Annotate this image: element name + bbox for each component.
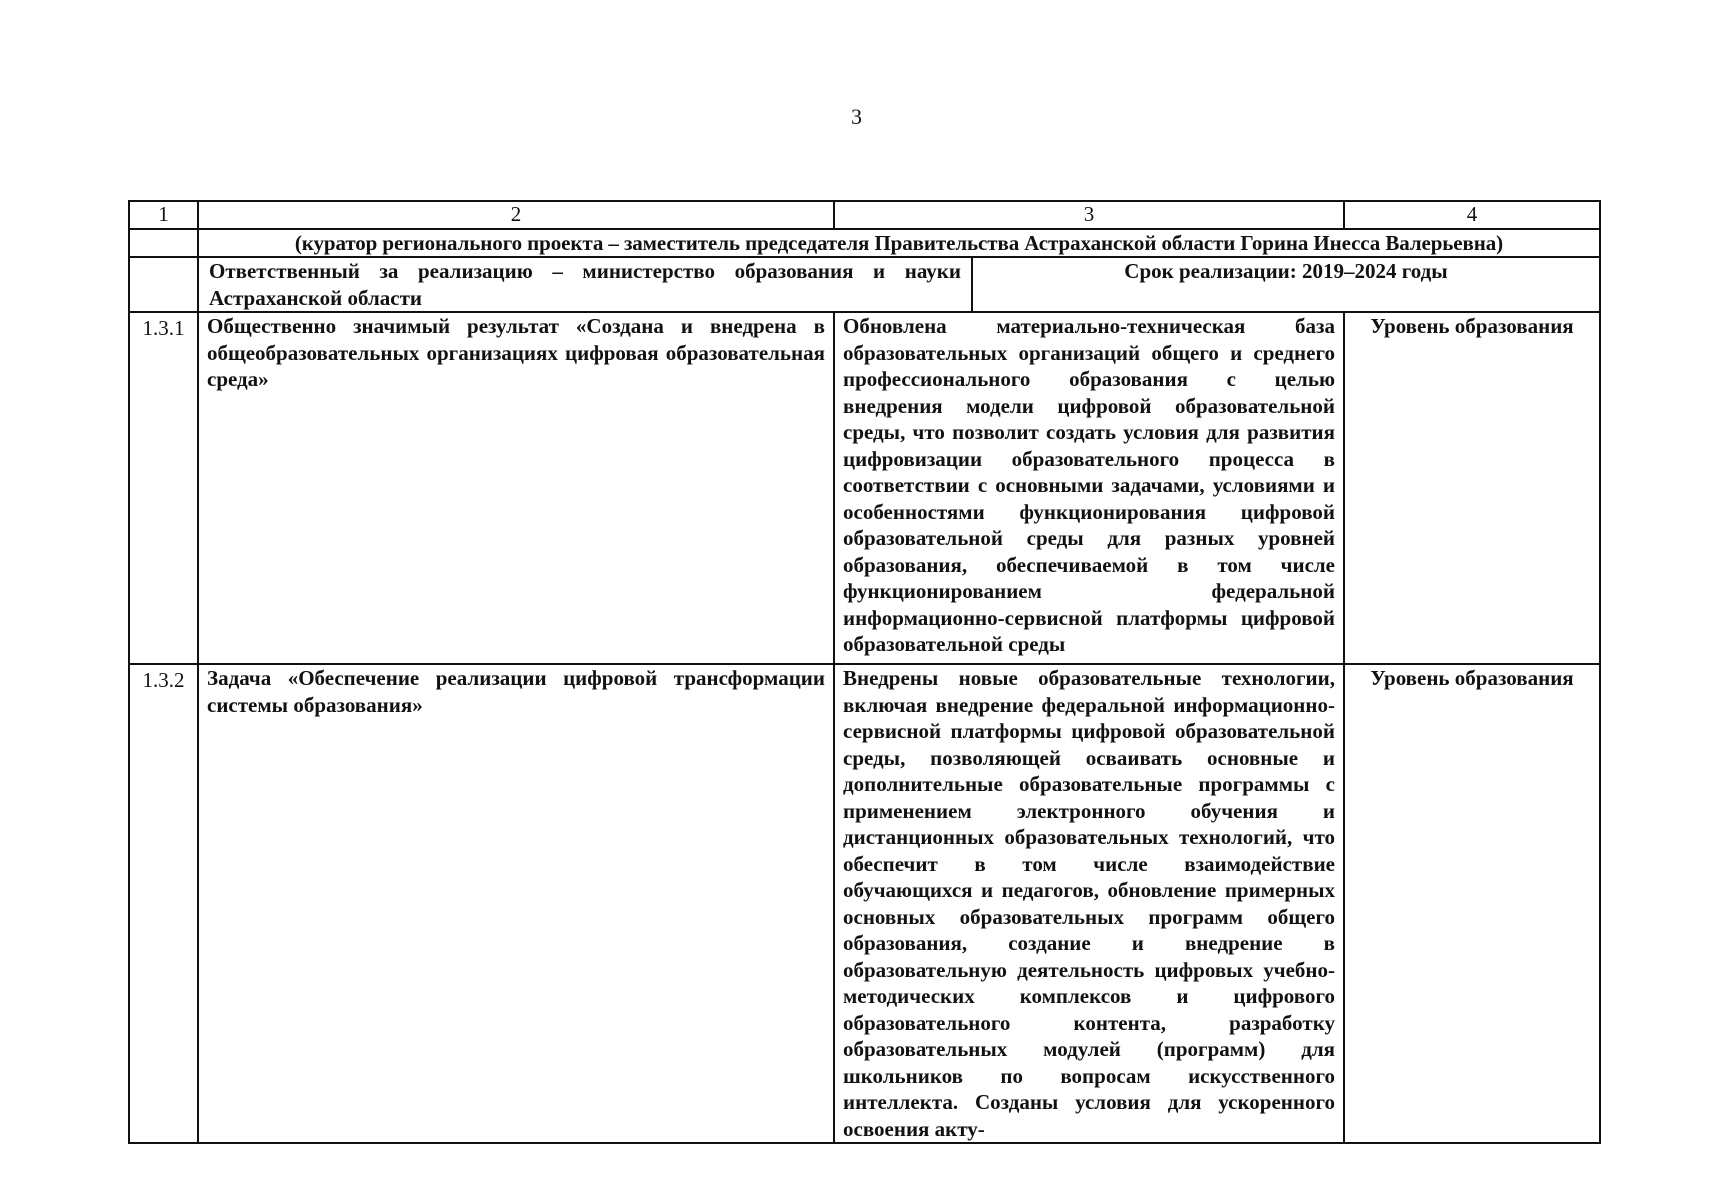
project-table (128, 200, 1601, 1144)
header-col-2: 2 (198, 201, 834, 229)
curator-row-empty-cell (129, 229, 198, 257)
row-task: Общественно значимый результат «Создана и внедрена в общеобразовательных организациях цифровая образовательная среда» (198, 312, 834, 664)
responsible-inner (199, 258, 1599, 311)
responsible-row (129, 257, 1600, 312)
table-row (129, 312, 1600, 664)
implementation-term: Срок реализации: 2019–2024 годы (1124, 259, 1448, 283)
page-number: 3 (851, 104, 862, 129)
row-task: Задача «Обеспечение реализации цифровой трансформации системы образования» (198, 664, 834, 1143)
header-row (129, 201, 1600, 229)
row-level: Уровень образования (1344, 664, 1600, 1143)
table-row (129, 664, 1600, 1143)
row-number: 1.3.1 (129, 312, 198, 664)
curator-row (129, 229, 1600, 257)
row-level: Уровень образования (1344, 312, 1600, 664)
responsible-row-empty-cell (129, 257, 198, 312)
row-number: 1.3.2 (129, 664, 198, 1143)
row-description: Внедрены новые образовательные технологии, включая внедрение федеральной информационно-сервисной платформы цифровой образовательной среды, позволяющей осваивать основные и дополнительные образовательные программы с применением электронного обучения и дистанционных образовательных технологий, что обеспечит в том числе взаимодействие обучающихся и педагогов, обновление примерных основных образовательных программ общего образования, создание и внедрение в образовательную деятельность цифровых учебно-методических комплексов и цифрового образовательного контента, разработку образовательных модулей (программ) для школьников по вопросам искусственного интеллекта. Созданы условия для ускоренного освоения акту- (834, 664, 1344, 1143)
row-description: Обновлена материально-техническая база образовательных организаций общего и среднего профессионального образования с целью внедрения модели цифровой образовательной среды, что позволит создать условия для развития цифровизации образовательного процесса в соответствии с основными задачами, условиями и особенностями функционирования цифровой образовательной среды для разных уровней образования, обеспечиваемой в том числе функционированием федеральной информационно-сервисной платформы цифровой образовательной среды (834, 312, 1344, 664)
responsible-text: Ответственный за реализацию – министерство образования и науки Астраханской области (199, 258, 973, 311)
curator-text: (куратор регионального проекта – заместитель председателя Правительства Астраханской области Горина Инесса Валерьевна) (198, 229, 1600, 257)
header-col-1: 1 (129, 201, 198, 229)
responsible-cell (198, 257, 1600, 312)
header-col-4: 4 (1344, 201, 1600, 229)
header-col-3: 3 (834, 201, 1344, 229)
